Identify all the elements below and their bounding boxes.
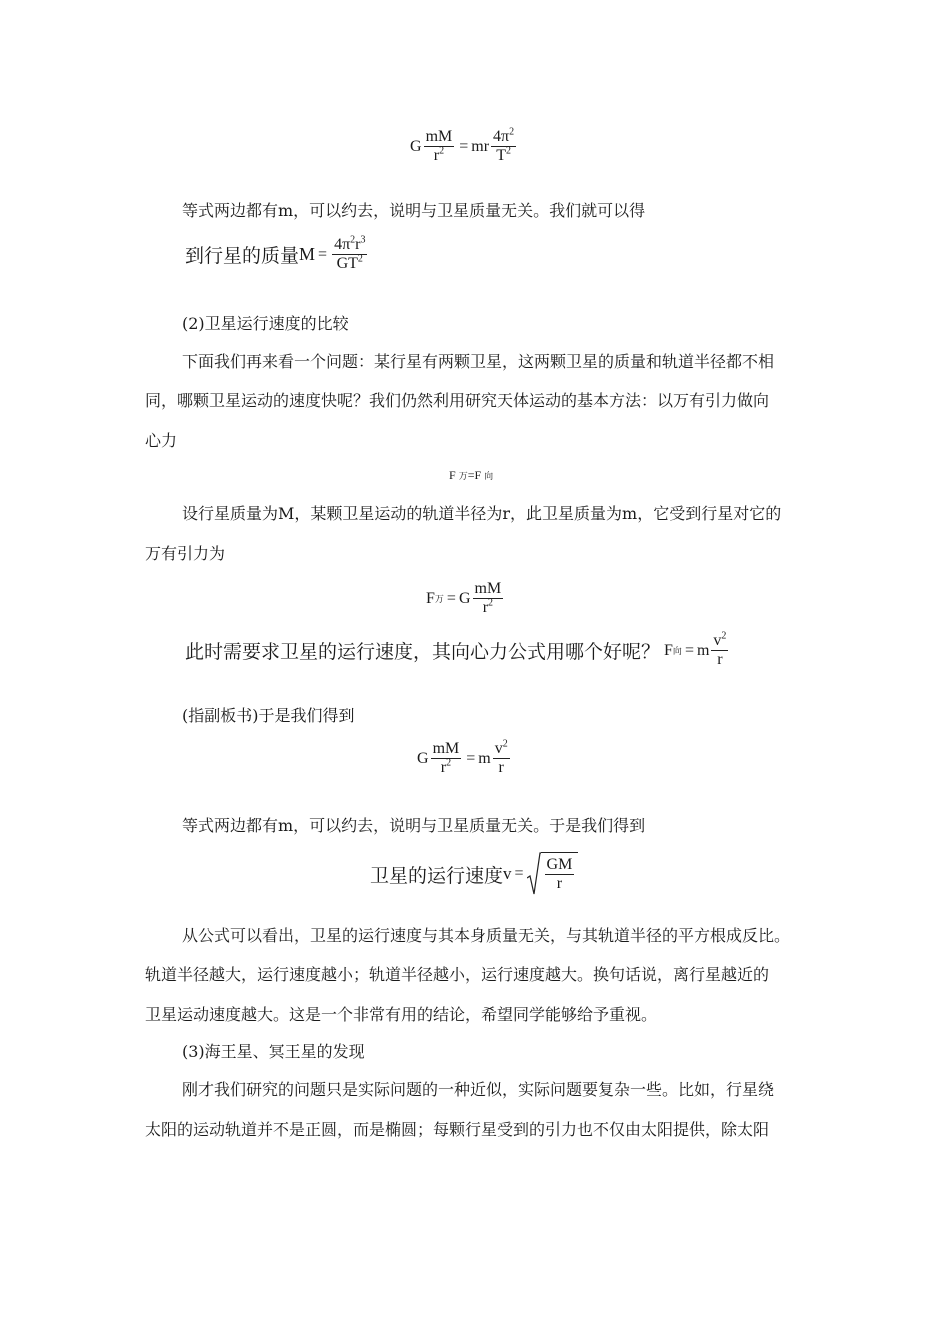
centripetal-question-line: 此时需要求卫星的运行速度，其向心力公式用哪个好呢？ F 向 = m $\frac{v^2}{r}$ <box>185 630 727 668</box>
eq2-lhs: M <box>299 244 316 264</box>
eq3-f2: F <box>474 468 482 482</box>
satellite-velocity-line <box>370 852 578 896</box>
eq1-num2: $4\pi^2$ <box>493 126 515 145</box>
eq6-frac2 <box>493 740 510 777</box>
eq6-den1: $r^2$ <box>440 757 452 776</box>
equation-force-balance: F 万 = F 向 <box>449 468 494 482</box>
eq4-den: $r^2$ <box>482 597 494 616</box>
eq2-num: $4\pi^2r^3$ <box>334 234 366 253</box>
eq1-lhs: G <box>410 137 422 155</box>
eq4-g: G <box>458 589 471 607</box>
eq8-num: GM <box>546 856 573 873</box>
equation-gravitation: F 万 = G $\frac{mM}{r^2}$ <box>426 580 502 616</box>
paragraph-9-line-3: 卫星运动速度越大。这是一个非常有用的结论，希望同学能够给予重视。 <box>145 1005 658 1024</box>
paragraph-3-line-1: 下面我们再来看一个问题：某行星有两颗卫星，这两颗卫星的质量和轨道半径都不相 <box>182 352 775 371</box>
centripetal-question-text: 此时需要求卫星的运行速度，其向心力公式用哪个好呢？ <box>185 641 661 663</box>
sqrt-symbol <box>527 852 579 896</box>
paragraph-9-line-1: 从公式可以看出，卫星的运行速度与其本身质量无关，与其轨道半径的平方根成反比。 <box>182 926 791 945</box>
eq6-g: G <box>417 749 429 767</box>
eq2-den: $GT^2$ <box>336 253 363 272</box>
planet-mass-text: 到行星的质量 <box>185 245 300 267</box>
eq6-den2: r <box>498 759 504 776</box>
paragraph-3-line-2: 同，哪颗卫星运动的速度快呢？我们仍然利用研究天体运动的基本方法：以万有引力做向 <box>145 391 770 410</box>
eq4-f: F <box>426 589 435 607</box>
eq1-num1: mM <box>425 128 453 145</box>
eq5-equals: = <box>684 641 694 659</box>
eq6-num2: $v^2$ <box>494 738 508 757</box>
eq1-frac1 <box>424 128 455 165</box>
satellite-velocity-text: 卫星的运行速度 <box>370 864 504 887</box>
eq3-f1: F <box>449 468 456 482</box>
eq5-f: F <box>664 641 673 659</box>
paragraph-1: 等式两边都有m，可以约去，说明与卫星质量无关。我们就可以得 <box>182 201 646 220</box>
paragraph-7: 等式两边都有m，可以约去，说明与卫星质量无关。于是我们得到 <box>182 816 646 835</box>
paragraph-10-line-1: 刚才我们研究的问题只是实际问题的一种近似，实际问题要复杂一些。比如，行星绕 <box>182 1080 775 1099</box>
paragraph-9-line-2: 轨道半径越大，运行速度越小；轨道半径越小，运行速度越大。换句话说，离行星越近的 <box>145 965 770 984</box>
eq1-equals: = <box>459 137 469 155</box>
eq6-frac1 <box>431 740 462 777</box>
eq1-mid: mr <box>471 137 490 155</box>
eq8-v: v <box>503 864 512 883</box>
eq4-frac <box>473 580 504 617</box>
eq6-equals: = <box>466 749 476 767</box>
paragraph-6: (指副板书)于是我们得到 <box>182 706 355 725</box>
eq8-frac <box>545 856 575 893</box>
eq1-den2: $T^2$ <box>496 145 511 164</box>
radical-sign-icon <box>527 852 541 896</box>
eq8-den: r <box>556 875 563 892</box>
eq5-num: $v^2$ <box>713 630 727 649</box>
eq5-den: r <box>717 651 723 668</box>
eq1-den1: $r^2$ <box>433 145 445 164</box>
equation-gravity-period <box>410 128 518 165</box>
paragraph-4-line-1: 设行星质量为M，某颗卫星运动的轨道半径为r，此卫星质量为m，它受到行星对它的 <box>182 504 782 523</box>
eq2-frac <box>332 236 367 273</box>
eq4-equals: = <box>446 589 456 607</box>
paragraph-3-line-3: 心力 <box>145 431 178 450</box>
eq5-frac <box>711 632 728 669</box>
eq3-equals: = <box>467 468 475 482</box>
heading-3: (3)海王星、冥王星的发现 <box>182 1042 365 1061</box>
eq1-frac2 <box>491 128 516 165</box>
planet-mass-line <box>185 236 369 273</box>
sqrt-body <box>541 852 579 896</box>
paragraph-4-line-2: 万有引力为 <box>145 544 226 563</box>
equation-velocity-balance <box>417 740 512 777</box>
eq6-m: m <box>478 749 491 767</box>
eq4-num: mM <box>474 580 502 597</box>
eq8-equals: = <box>514 865 524 882</box>
eq6-num1: mM <box>432 740 460 757</box>
eq2-equals: = <box>318 245 328 263</box>
heading-2: (2)卫星运行速度的比较 <box>182 314 349 333</box>
paragraph-10-line-2: 太阳的运动轨道并不是正圆，而是椭圆；每颗行星受到的引力也不仅由太阳提供，除太阳 <box>145 1120 770 1139</box>
eq5-m: m <box>696 641 710 659</box>
